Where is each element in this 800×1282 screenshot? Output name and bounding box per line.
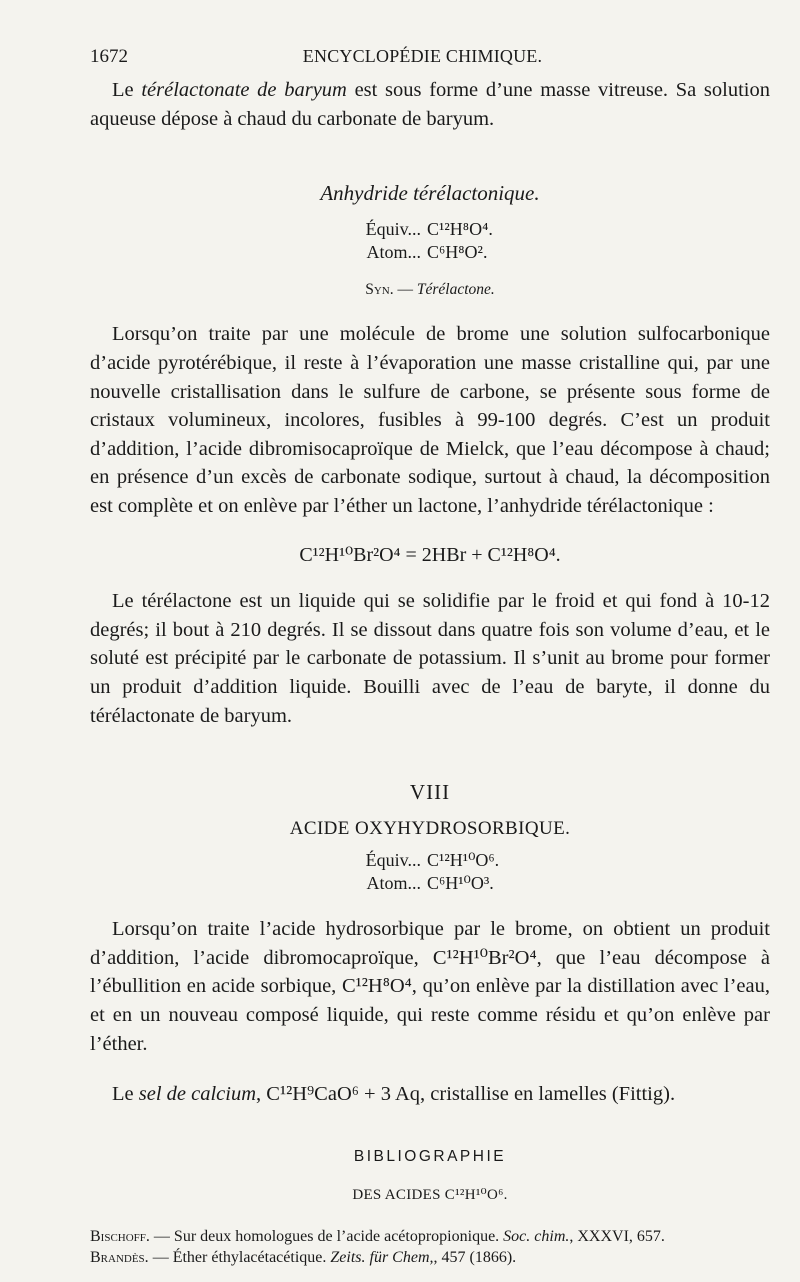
synonym-line [90,276,770,305]
reference-journal: Soc. chim. [503,1228,570,1246]
section-atom-row [335,872,525,895]
section-equiv-formula: C¹²H¹⁰O⁶. [427,850,500,871]
equiv-formula: C¹²H⁸O⁴. [427,218,493,239]
para2-prefix: Le [112,1083,139,1106]
para2-emphasis: sel de calcium [138,1083,257,1106]
page-number: 1672 [90,46,128,67]
section-equiv-row [335,849,525,872]
reference-item [90,1226,770,1247]
equiv-label: Équiv... [365,218,421,239]
section-formulas [335,849,525,895]
section-paragraph-2 [90,1080,770,1109]
reference-item [90,1247,770,1268]
intro-emphasis: térélactonate de baryum [141,79,347,101]
reference-author: Brandès. [90,1249,149,1267]
page-body [90,76,770,1268]
bibliography-subtitle: DES ACIDES C¹²H¹⁰O⁶. [352,1187,508,1204]
bibliography-title: BIBLIOGRAPHIE [353,1147,507,1165]
intro-paragraph [90,76,770,133]
synonym-separator: — [393,280,417,298]
reference-text: — Éther éthylacétacétique. [148,1249,331,1267]
anhydride-paragraph-2: Le térélactone est un liquide qui se solidifie par le froid et qui fond à 10-12 degrés; il bout à 210 degrés. Il se dissout dans quatre fois son volume d’eau, et le soluté est précipité par le carbonate de potassium. Il s’unit au brome pour former un produit d’addition liquide. Bouilli avec de l’eau de baryte, il donne du térélactonate de baryum. [90,590,770,727]
section-title: ACIDE OXYHYDROSORBIQUE. [289,817,571,839]
reference-tail: , 457 (1866). [433,1249,517,1267]
page-header [90,46,755,70]
anhydride-atom-row [335,241,525,264]
section-paragraph-1: Lorsqu’on traite l’acide hydrosorbique par le brome, on obtient un produit d’addition, l’acide dibromocaproïque, C¹²H¹⁰Br²O⁴, que l’eau décompose à l’ébullition en acide sorbique, C¹²H⁸O⁴, qu’on enlève par la distillation avec l’eau, et en un nouveau composé liquide, qui reste comme résidu et qu’on enlève par l’éther. [90,918,770,1055]
atom-formula: C⁶H⁸O². [427,241,488,262]
synonym-value: Térélactone. [416,280,495,298]
intro-rest: est sous forme d’une masse vitreuse. Sa solution aqueuse dépose à chaud du carbonate de baryum. [90,79,770,130]
para2-rest: , C¹²H⁹CaO⁶ + 3 Aq, cristallise en lamelles (Fittig). [256,1083,676,1106]
anhydride-paragraph-1: Lorsqu’on traite par une molécule de brome une solution sulfocarbonique d’acide pyrotérébique, il reste à l’évaporation une masse cristalline qui, par une nouvelle cristallisation dans le sulfure de carbone, se présente sous forme de cristaux volumineux, incolores, fusibles à 99-100 degrés. C’est un produit d’addition, l’acide dibromisocaproïque de Mielck, que l’eau décompose à chaud; en présence d’un excès de carbonate sodique, surtout à chaud, la décomposition est complète et on enlève par l’éther un lactone, l’anhydride térélactonique : [90,323,770,517]
intro-prefix: Le [112,79,142,101]
reference-journal: Zeits. für Chem, [330,1249,434,1267]
anhydride-equiv-row [335,218,525,241]
reference-author: Bischoff. [90,1228,150,1246]
reaction-equation: C¹²H¹⁰Br²O⁴ = 2HBr + C¹²H⁸O⁴. [299,543,561,566]
section-atom-formula: C⁶H¹⁰O³. [427,873,494,894]
section-atom-label: Atom... [366,873,421,894]
synonym-label: Syn. [365,280,394,298]
section-numeral: VIII [409,780,451,805]
reference-tail: , XXXVI, 657. [569,1228,665,1246]
atom-label: Atom... [366,241,421,262]
reference-text: — Sur deux homologues de l’acide acétopropionique. [149,1228,504,1246]
anhydride-formulas [335,218,525,264]
running-title: ENCYCLOPÉDIE CHIMIQUE. [302,46,543,66]
section-equiv-label: Équiv... [365,850,421,871]
anhydride-title: Anhydride térélactonique. [320,181,540,206]
